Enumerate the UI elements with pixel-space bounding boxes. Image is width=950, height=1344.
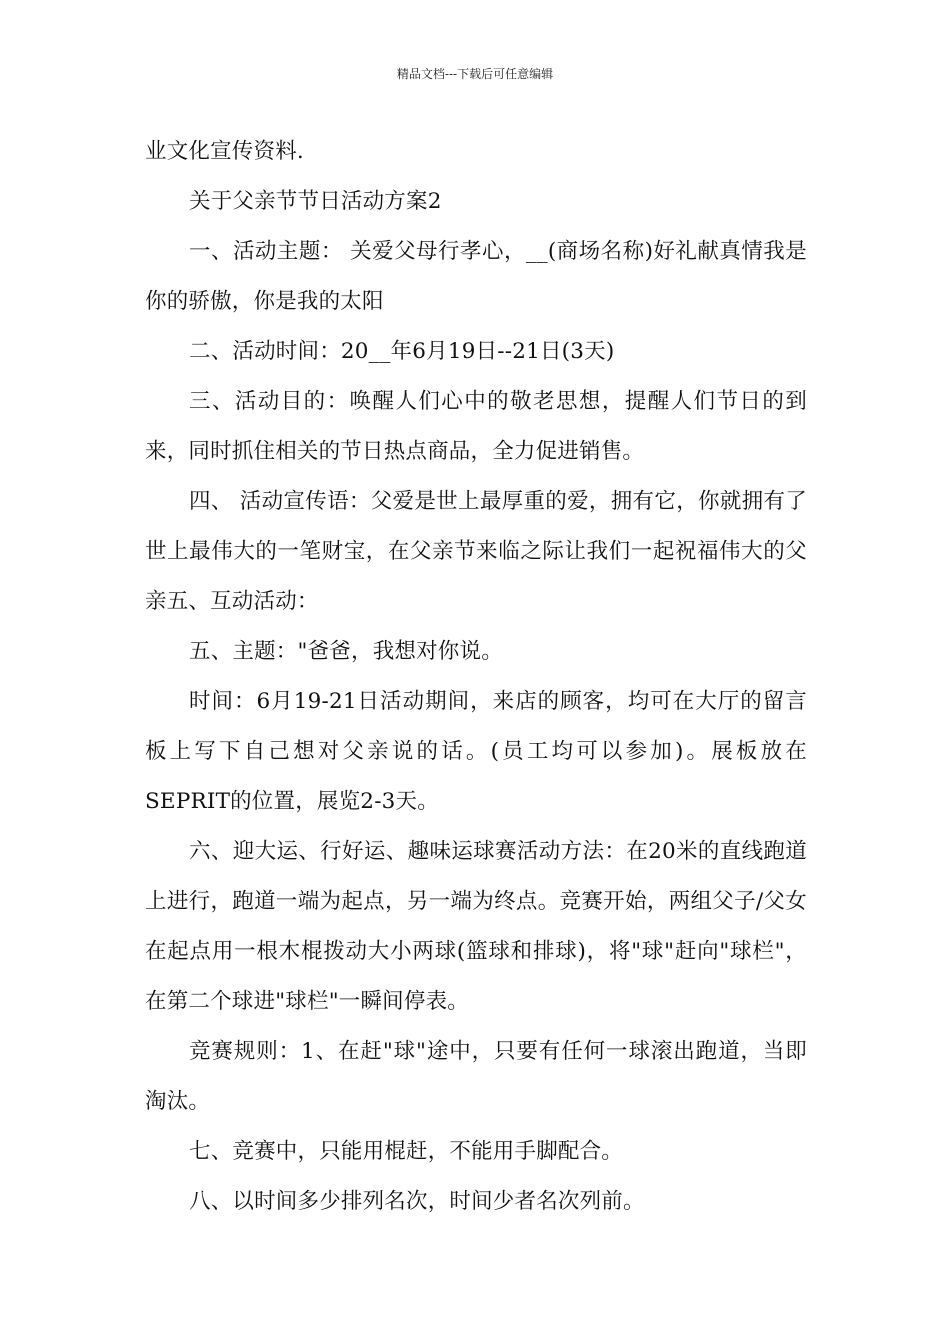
document-body — [145, 127, 807, 1227]
section-title: 关于父亲节节日活动方案2 — [189, 189, 442, 214]
paragraph-rule-8: 八、以时间多少排列名次，时间少者名次列前。 — [189, 1189, 645, 1214]
paragraph-time: 二、活动时间：20__年6月19日--21日(3天) — [189, 339, 615, 364]
paragraph-game-method: 六、迎大运、行好运、趣味运球赛活动方法：在20米的直线跑道上进行，跑道一端为起点，另一端为终点。竞赛开始，两组父子/父女在起点用一根木棍拨动大小两球(篮球和排球)，将"球"赶向"球栏"，在第二个球进"球栏"一瞬间停表。 — [145, 839, 807, 1014]
paragraph-theme: 一、活动主题： 关爱父母行孝心，__(商场名称)好礼献真情我是你的骄傲，你是我的太阳 — [145, 239, 807, 314]
paragraph-activity-time: 时间：6月19-21日活动期间，来店的顾客，均可在大厅的留言板上写下自己想对父亲说的话。(员工均可以参加)。展板放在SEPRIT的位置，展览2-3天。 — [145, 689, 807, 814]
paragraph-slogan: 四、 活动宣传语：父爱是世上最厚重的爱，拥有它，你就拥有了世上最伟大的一笔财宝，在父亲节来临之际让我们一起祝福伟大的父亲五、互动活动： — [145, 489, 807, 614]
paragraph-purpose: 三、活动目的：唤醒人们心中的敬老思想，提醒人们节日的到来，同时抓住相关的节日热点商品，全力促进销售。 — [145, 389, 807, 464]
paragraph-rules: 竞赛规则：1、在赶"球"途中，只要有任何一球滚出跑道，当即淘汰。 — [145, 1039, 807, 1114]
paragraph-continuation: 业文化宣传资料. — [145, 139, 304, 164]
paragraph-rule-7: 七、竞赛中，只能用棍赶，不能用手脚配合。 — [189, 1139, 624, 1164]
paragraph-subject: 五、主题："爸爸，我想对你说。 — [189, 639, 503, 664]
page-header: 精品文档---下载后可任意编辑 — [396, 67, 554, 81]
